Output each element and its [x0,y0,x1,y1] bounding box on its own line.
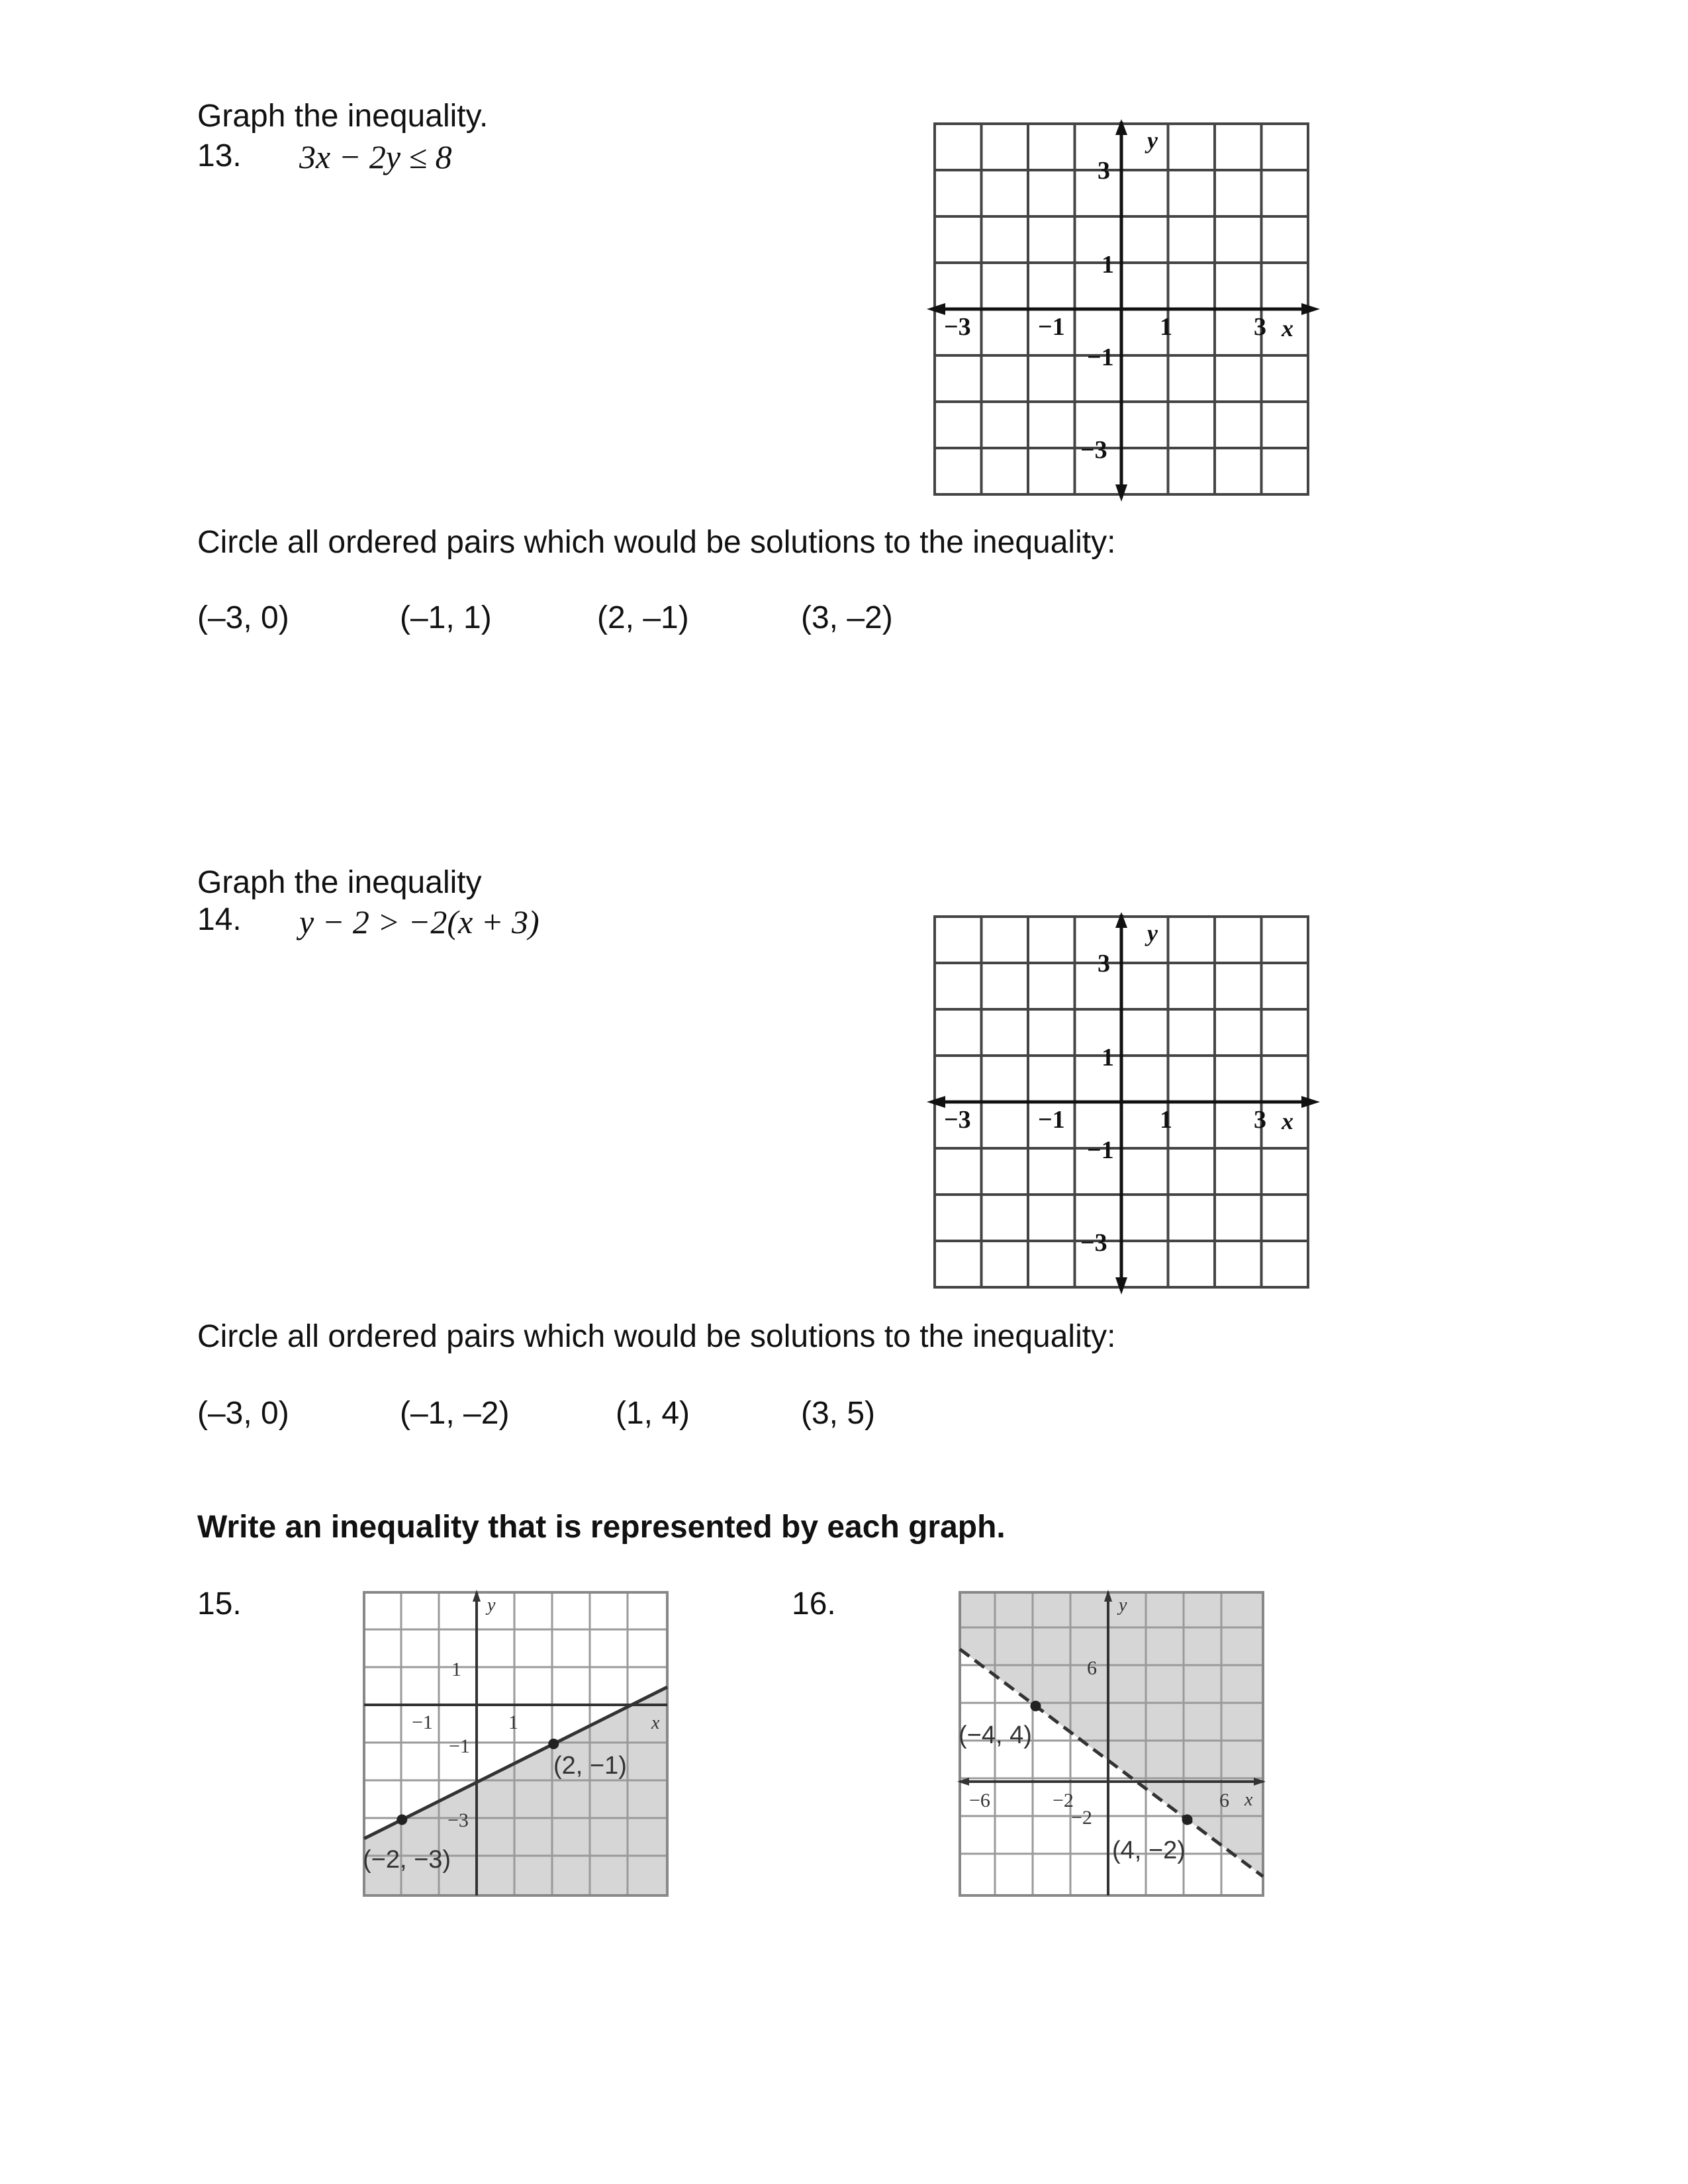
plotted-point-16-a [1182,1815,1193,1825]
ordered-pair-13-1[interactable]: (–3, 0) [197,600,289,635]
inequality-13: 3x − 2y ≤ 8 [299,138,452,175]
tick-label-y-3: 3 [1098,157,1110,185]
tick-label-y-1: 1 [1102,251,1114,279]
tick-label-y-1: 1 [1102,1044,1114,1071]
x-axis-label: x [1244,1790,1253,1810]
tick-label-x-6: 6 [1219,1790,1229,1811]
circle-prompt-13: Circle all ordered pairs which would be solutions to the inequality: [197,525,1116,560]
ordered-pair-14-1[interactable]: (–3, 0) [197,1396,289,1431]
tick-label-x-neg1: −1 [1038,1106,1065,1134]
tick-label-y-1: 1 [451,1659,461,1680]
tick-label-y-6: 6 [1087,1657,1097,1679]
tick-label-x-neg1: −1 [1038,313,1065,341]
y-axis-label: y [1147,920,1158,946]
instruction-13: Graph the inequality. [197,99,489,134]
tick-label-y-neg3: −3 [1080,436,1107,464]
tick-label-x-neg1: −1 [412,1711,433,1733]
tick-label-x-neg2: −2 [1053,1790,1074,1811]
instruction-14: Graph the inequality [197,865,482,900]
y-axis-label: y [487,1595,496,1615]
tick-label-y-neg3: −3 [447,1809,469,1831]
problem-number-13: 13. [197,138,242,173]
plotted-point-15-a [548,1739,559,1749]
point-label-15-a: (2, −1) [553,1752,627,1780]
coordinate-grid-14[interactable] [927,912,1324,1296]
tick-label-x-1: 1 [1160,313,1172,341]
ordered-pair-13-2[interactable]: (–1, 1) [400,600,492,635]
tick-label-x-1: 1 [1160,1106,1172,1134]
tick-label-x-neg3: −3 [944,1106,971,1134]
plotted-point-15-b [397,1815,407,1825]
tick-label-y-neg3: −3 [1080,1229,1107,1257]
tick-label-x-1: 1 [508,1711,518,1733]
ordered-pair-14-2[interactable]: (–1, –2) [400,1396,510,1431]
ordered-pair-13-3[interactable]: (2, –1) [597,600,689,635]
ordered-pair-13-4[interactable]: (3, –2) [801,600,893,635]
plotted-point-16-b [1031,1701,1041,1711]
tick-label-x-neg3: −3 [944,313,971,341]
x-axis-label: x [651,1713,660,1733]
ordered-pair-14-4[interactable]: (3, 5) [801,1396,876,1431]
section-heading: Write an inequality that is represented by each graph. [197,1510,1006,1545]
graph-16 [957,1590,1266,1898]
tick-label-y-neg1: −1 [1087,343,1114,371]
tick-label-x-3: 3 [1254,1106,1266,1134]
point-label-16-b: (4, −2) [1112,1837,1186,1864]
ordered-pair-14-3[interactable]: (1, 4) [616,1396,690,1431]
tick-label-x-3: 3 [1254,313,1266,341]
tick-label-y-neg1: −1 [449,1735,470,1757]
tick-label-y-neg1: −1 [1087,1136,1114,1164]
inequality-14: y − 2 > −2(x + 3) [299,903,539,940]
problem-number-16: 16. [792,1586,836,1621]
problem-number-15: 15. [197,1586,242,1621]
point-label-16-a: (−4, 4) [959,1721,1032,1749]
tick-label-x-neg6: −6 [969,1790,990,1811]
tick-label-y-neg2: −2 [1071,1807,1092,1829]
x-axis-label: x [1282,1108,1293,1134]
y-axis-label: y [1147,127,1158,154]
graph-15 [361,1590,670,1898]
point-label-15-b: (−2, −3) [363,1846,451,1874]
problem-number-14: 14. [197,902,242,937]
y-axis-label: y [1119,1595,1127,1615]
x-axis-label: x [1282,315,1293,341]
circle-prompt-14: Circle all ordered pairs which would be solutions to the inequality: [197,1319,1116,1354]
coordinate-grid-13[interactable] [927,119,1324,503]
tick-label-y-3: 3 [1098,950,1110,978]
